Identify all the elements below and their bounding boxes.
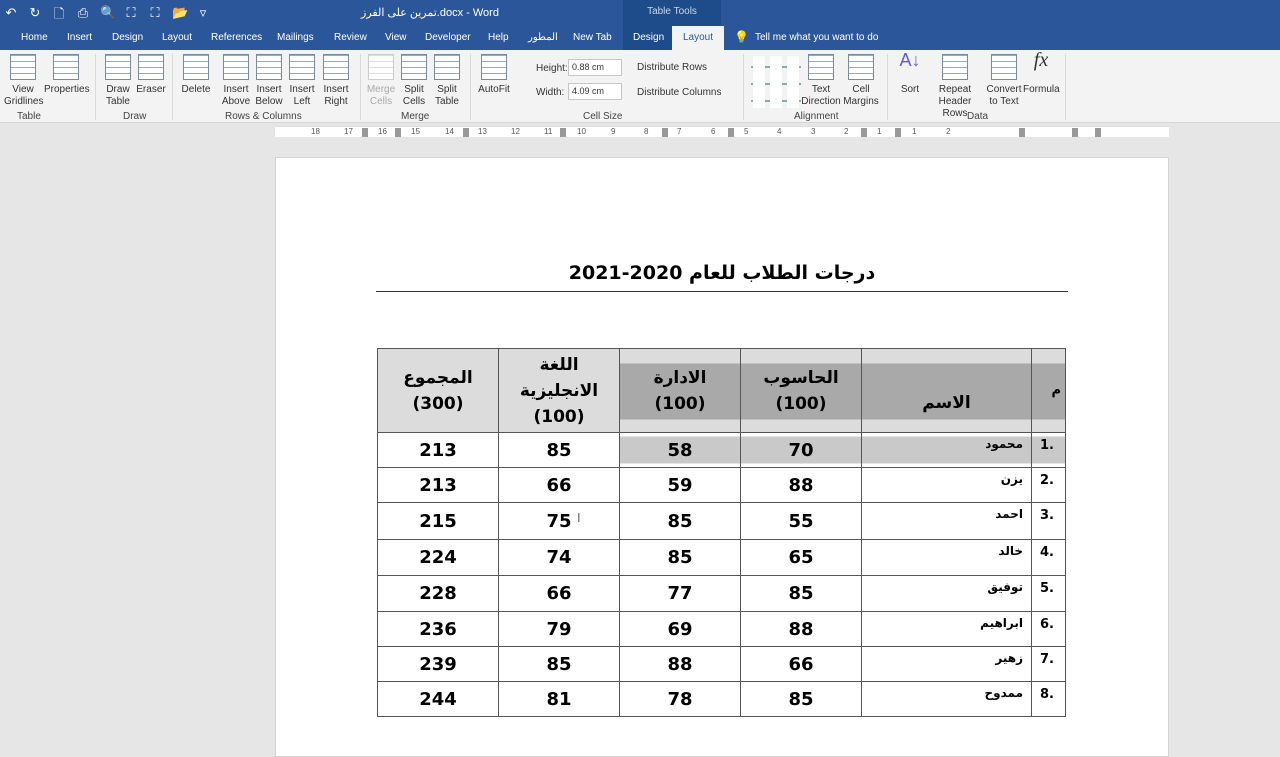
text-direction-icon: [808, 54, 834, 80]
qat-button-5[interactable]: ⛶: [126, 5, 136, 20]
group-label-merge: Merge: [401, 111, 430, 122]
window-title: تمرين على الفرز.docx - Word: [361, 7, 499, 19]
column-marker[interactable]: [395, 128, 401, 137]
cell-admin[interactable]: 77: [620, 576, 741, 612]
tab-mailings[interactable]: Mailings: [277, 32, 314, 43]
cell-alignment-grid[interactable]: [751, 56, 801, 108]
sort-button[interactable]: A↓ Sort: [896, 54, 924, 96]
cell-computer[interactable]: 70: [741, 433, 862, 468]
qat-button-7[interactable]: 📂: [172, 5, 189, 20]
cell-english[interactable]: 75: [499, 503, 620, 540]
cell-num[interactable]: 2.: [1032, 468, 1066, 503]
cell-admin[interactable]: 58: [620, 433, 741, 468]
properties-button[interactable]: Properties: [44, 54, 88, 96]
column-marker[interactable]: [861, 128, 867, 137]
text-cursor-icon: I: [577, 510, 581, 525]
pencil-icon: [105, 54, 131, 80]
cell-english[interactable]: 85: [499, 647, 620, 682]
ribbon: [0, 50, 1280, 123]
qat-button-2[interactable]: 🗋: [53, 6, 65, 21]
distribute-columns-button[interactable]: Distribute Columns: [637, 87, 722, 98]
insert-right-button[interactable]: Insert Right: [320, 54, 352, 108]
merge-cells-button[interactable]: Merge Cells: [366, 54, 396, 108]
cell-num[interactable]: 1.: [1032, 433, 1066, 468]
cell-english[interactable]: 74: [499, 540, 620, 576]
cell-computer[interactable]: 55: [741, 503, 862, 540]
header-total[interactable]: المجموع (300): [378, 349, 499, 433]
ruler-number: 9: [611, 127, 616, 136]
ruler-number: 14: [445, 127, 454, 136]
tab-layout[interactable]: Layout: [162, 32, 193, 43]
group-label-draw: Draw: [123, 111, 147, 122]
ruler-number: 2: [844, 127, 849, 136]
tab-help[interactable]: Help: [488, 32, 509, 43]
cell-name[interactable]: توفيق: [862, 576, 1032, 612]
cell-num[interactable]: 6.: [1032, 612, 1066, 647]
ruler-number: 15: [411, 127, 420, 136]
cell-english[interactable]: 79: [499, 612, 620, 647]
column-marker[interactable]: [362, 128, 368, 137]
insert-below-button[interactable]: Insert Below: [253, 54, 285, 108]
table-row[interactable]: [378, 503, 1066, 540]
tab-view[interactable]: View: [385, 32, 407, 43]
ruler-number: 10: [577, 127, 586, 136]
cell-admin[interactable]: 69: [620, 612, 741, 647]
ruler-number: 17: [344, 127, 353, 136]
tab-review[interactable]: Review: [334, 32, 367, 43]
column-marker[interactable]: [1019, 128, 1025, 137]
insert-left-icon: [289, 54, 315, 80]
ruler-number: 4: [777, 127, 782, 136]
cell-total[interactable]: 236: [378, 612, 499, 647]
convert-to-text-button[interactable]: Convert to Text: [985, 54, 1023, 108]
table-row[interactable]: [378, 612, 1066, 647]
grades-table[interactable]: [377, 348, 1066, 717]
draw-table-button[interactable]: Draw Table: [102, 54, 134, 108]
insert-above-icon: [223, 54, 249, 80]
column-marker[interactable]: [728, 128, 734, 137]
cell-english[interactable]: 85: [499, 433, 620, 468]
table-row[interactable]: [378, 468, 1066, 503]
ruler-number: 18: [311, 127, 320, 136]
tab-new-tab[interactable]: New Tab: [573, 32, 612, 43]
convert-icon: [991, 54, 1017, 80]
ruler-number: 8: [644, 127, 649, 136]
height-input[interactable]: 0.88 cm: [568, 59, 622, 76]
text-direction-button[interactable]: Text Direction: [801, 54, 841, 108]
cell-admin[interactable]: 59: [620, 468, 741, 503]
autofit-icon: [481, 54, 507, 80]
title-bar: [0, 0, 1280, 26]
qat-button-6[interactable]: ⛶: [150, 5, 160, 20]
fx-icon: fx: [1033, 49, 1049, 71]
cell-num[interactable]: 3.: [1032, 503, 1066, 540]
column-marker[interactable]: [895, 128, 901, 137]
cell-name[interactable]: يزن: [862, 468, 1032, 503]
qat-button-0[interactable]: ↶: [5, 5, 17, 20]
cell-computer[interactable]: 88: [741, 468, 862, 503]
properties-icon: [53, 54, 79, 80]
cell-margins-button[interactable]: Cell Margins: [842, 54, 880, 108]
group-label-cell-size: Cell Size: [583, 111, 623, 122]
cell-name[interactable]: محمود: [862, 433, 1032, 468]
cell-computer[interactable]: 66: [741, 647, 862, 682]
distribute-rows-button[interactable]: Distribute Rows: [637, 62, 708, 73]
autofit-button[interactable]: AutoFit: [477, 54, 511, 96]
table-row[interactable]: [378, 433, 1066, 468]
ruler-number: 11: [544, 127, 553, 136]
cell-num[interactable]: 7.: [1032, 647, 1066, 682]
cell-total[interactable]: 215: [378, 503, 499, 540]
tab-home[interactable]: Home: [21, 32, 48, 43]
repeat-header-icon: [942, 54, 968, 80]
cell-admin[interactable]: 78: [620, 682, 741, 717]
column-marker[interactable]: [662, 128, 668, 137]
delete-button[interactable]: Delete: [180, 54, 212, 96]
merge-cells-icon: [368, 54, 394, 80]
header-english[interactable]: اللغة الانجليزية (100): [499, 349, 620, 433]
header-computer[interactable]: الحاسوب (100): [741, 349, 862, 433]
delete-table-icon: [183, 54, 209, 80]
ruler-number: 1: [877, 127, 882, 136]
column-marker[interactable]: [1095, 128, 1101, 137]
column-marker[interactable]: [463, 128, 469, 137]
group-label-table: Table: [17, 111, 41, 122]
table-row[interactable]: [378, 682, 1066, 717]
tab-table-layout[interactable]: Layout: [672, 26, 724, 50]
tell-me-search[interactable]: Tell me what you want to do: [755, 32, 879, 43]
cell-name[interactable]: ممدوح: [862, 682, 1032, 717]
ruler-number: 12: [511, 127, 520, 136]
tab-table-design[interactable]: Design: [633, 32, 665, 43]
qat-button-1[interactable]: ↻: [29, 5, 41, 20]
table-tools-label: Table Tools: [623, 0, 721, 26]
cell-admin[interactable]: 88: [620, 647, 741, 682]
group-label-data: Data: [967, 111, 989, 122]
cell-num[interactable]: 5.: [1032, 576, 1066, 612]
sort-az-icon: A↓: [899, 50, 921, 70]
insert-right-icon: [323, 54, 349, 80]
cell-computer[interactable]: 85: [741, 576, 862, 612]
lightbulb-icon: 💡: [734, 30, 749, 44]
height-label: Height:: [536, 63, 568, 74]
view-gridlines-button[interactable]: View Gridlines: [4, 54, 42, 108]
cell-num[interactable]: 8.: [1032, 682, 1066, 717]
insert-below-icon: [256, 54, 282, 80]
insert-left-button[interactable]: Insert Left: [286, 54, 318, 108]
cell-admin[interactable]: 85: [620, 540, 741, 576]
width-input[interactable]: 4.09 cm: [568, 83, 622, 100]
ruler-number: 13: [478, 127, 487, 136]
ruler-number: 3: [811, 127, 816, 136]
cell-name[interactable]: خالد: [862, 540, 1032, 576]
table-row[interactable]: [378, 647, 1066, 682]
cell-total[interactable]: 244: [378, 682, 499, 717]
cell-computer[interactable]: 65: [741, 540, 862, 576]
ruler-number: 1: [912, 127, 917, 136]
group-label-rows-columns: Rows & Columns: [225, 111, 302, 122]
split-table-button[interactable]: Split Table: [432, 54, 462, 108]
cell-name[interactable]: ابراهيم: [862, 612, 1032, 647]
cell-computer[interactable]: 85: [741, 682, 862, 717]
title-underline: [376, 291, 1068, 292]
tab-developer[interactable]: Developer: [425, 32, 471, 43]
cell-english[interactable]: 66: [499, 468, 620, 503]
split-cells-button[interactable]: Split Cells: [399, 54, 429, 108]
qat-button-3[interactable]: ⎙: [77, 5, 89, 20]
cell-num[interactable]: 4.: [1032, 540, 1066, 576]
document-title[interactable]: درجات الطلاب للعام 2020-2021: [568, 262, 876, 284]
split-cells-icon: [401, 54, 427, 80]
cell-total[interactable]: 239: [378, 647, 499, 682]
header-number[interactable]: م: [1032, 349, 1066, 433]
ruler-number: 2: [946, 127, 951, 136]
header-admin[interactable]: الادارة (100): [620, 349, 741, 433]
tab-developer-arabic[interactable]: المطور: [528, 32, 558, 43]
column-marker[interactable]: [1072, 128, 1078, 137]
qat-button-4[interactable]: 🔍: [100, 5, 117, 20]
split-table-icon: [434, 54, 460, 80]
header-name[interactable]: الاسم: [862, 349, 1032, 433]
ruler-number: 6: [711, 127, 716, 136]
cell-total[interactable]: 224: [378, 540, 499, 576]
formula-button[interactable]: fx Formula: [1023, 49, 1060, 95]
group-label-alignment: Alignment: [794, 111, 839, 122]
eraser-icon: [138, 54, 164, 80]
table-row[interactable]: [378, 540, 1066, 576]
cell-total[interactable]: 213: [378, 468, 499, 503]
table-row[interactable]: [378, 576, 1066, 612]
ruler-number: 7: [677, 127, 682, 136]
horizontal-ruler[interactable]: [275, 126, 1169, 137]
cell-total[interactable]: 213: [378, 433, 499, 468]
ribbon-tabs: [0, 26, 1280, 50]
ruler-number: 5: [744, 127, 749, 136]
column-marker[interactable]: [560, 128, 566, 137]
repeat-header-rows-button[interactable]: Repeat Header Rows: [926, 54, 984, 120]
ruler-number: 16: [378, 127, 387, 136]
cell-margins-icon: [848, 54, 874, 80]
qat-button-8[interactable]: ▿: [199, 5, 207, 20]
cell-admin[interactable]: 85: [620, 503, 741, 540]
cell-name[interactable]: احمد: [862, 503, 1032, 540]
eraser-button[interactable]: Eraser: [136, 54, 166, 96]
insert-above-button[interactable]: Insert Above: [220, 54, 252, 108]
tab-insert[interactable]: Insert: [67, 32, 93, 43]
cell-english[interactable]: 81: [499, 682, 620, 717]
tab-design[interactable]: Design: [112, 32, 144, 43]
width-label: Width:: [536, 87, 565, 98]
cell-name[interactable]: زهير: [862, 647, 1032, 682]
cell-english[interactable]: 66: [499, 576, 620, 612]
cell-computer[interactable]: 88: [741, 612, 862, 647]
cell-total[interactable]: 228: [378, 576, 499, 612]
gridlines-icon: [10, 54, 36, 80]
tab-references[interactable]: References: [211, 32, 263, 43]
